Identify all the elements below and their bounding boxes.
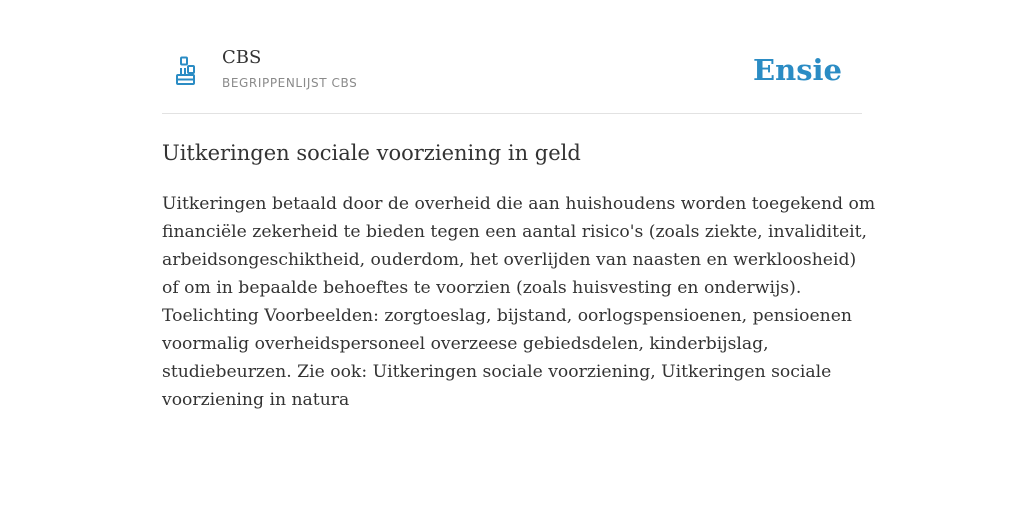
definition-line: financiële zekerheid te bieden tegen een aantal risico's (zoals ziekte, invaliditeit, <box>162 222 868 242</box>
definition-line: Uitkeringen betaald door de overheid die aan huishoudens worden toegekend om <box>162 194 876 214</box>
definition-line: studiebeurzen. Zie ook: Uitkeringen sociale voorziening, Uitkeringen sociale <box>162 362 832 382</box>
definition-line: of om in bepaalde behoeftes te voorzien (zoals huisvesting en onderwijs). <box>162 278 802 298</box>
definition-line: Toelichting Voorbeelden: zorgtoeslag, bijstand, oorlogspensioenen, pensioenen <box>162 306 852 326</box>
header <box>162 40 862 114</box>
cbs-logo-icon[interactable] <box>175 56 197 86</box>
source-name[interactable]: CBS <box>222 47 262 68</box>
definition-line: voormalig overheidspersoneel overzeese gebiedsdelen, kinderbijslag, <box>162 334 769 354</box>
brand-logo[interactable]: Ensie <box>753 53 842 87</box>
term-definition <box>162 190 876 414</box>
definition-line: arbeidsongeschiktheid, ouderdom, het overlijden van naasten en werkloosheid) <box>162 250 857 270</box>
term-title: Uitkeringen sociale voorziening in geld <box>162 141 581 165</box>
definition-line: voorziening in natura <box>162 390 350 410</box>
source-subtitle[interactable]: BEGRIPPENLIJST CBS <box>222 76 358 90</box>
